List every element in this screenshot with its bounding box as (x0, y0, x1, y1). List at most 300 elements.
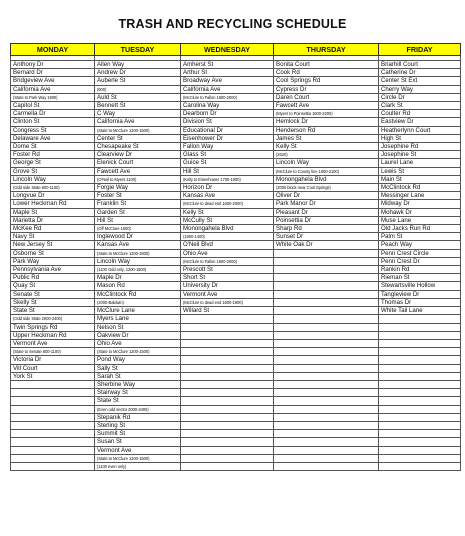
table-row (11, 134, 461, 142)
street-cell-friday (379, 331, 461, 339)
street-cell-wednesday: Vermont Ave (181, 290, 274, 298)
street-cell-monday: (Odd side State 2000-2400) (11, 315, 95, 323)
street-cell-friday: Rankin Rd (379, 266, 461, 274)
street-cell-wednesday: Division St (181, 118, 274, 126)
street-cell-tuesday: McClintock Rd (95, 290, 181, 298)
street-cell-thursday (274, 454, 379, 462)
street-cell-monday: Upper Heckman Rd (11, 331, 95, 339)
street-cell-tuesday: Garden St (95, 208, 181, 216)
street-cell-friday: Messinger Lane (379, 192, 461, 200)
street-cell-tuesday: McClure Lane (95, 307, 181, 315)
street-cell-thursday (274, 405, 379, 413)
street-cell-friday: Josephine St (379, 151, 461, 159)
street-cell-wednesday (181, 438, 274, 446)
street-cell-monday: Maple St (11, 208, 95, 216)
street-cell-thursday: Sharp Rd (274, 225, 379, 233)
street-cell-thursday: (2000 block near Cool Springs) (274, 184, 379, 192)
street-cell-monday: Bridgeview Ave (11, 77, 95, 85)
street-cell-thursday (274, 364, 379, 372)
street-cell-monday (11, 421, 95, 429)
street-cell-monday: Pennsylvania Ave (11, 266, 95, 274)
street-cell-wednesday (181, 315, 274, 323)
street-cell-friday: Penn Crest Circle (379, 249, 461, 257)
street-cell-monday: Navy St (11, 233, 95, 241)
street-cell-wednesday: Prescott St (181, 266, 274, 274)
street-cell-thursday: Oliver Dr (274, 192, 379, 200)
table-row (11, 348, 461, 356)
street-cell-tuesday: (State to McClure 1200-1500) (95, 454, 181, 462)
street-cell-wednesday: University Dr (181, 282, 274, 290)
street-cell-tuesday: Susan St (95, 438, 181, 446)
schedule-table (10, 43, 461, 471)
street-cell-wednesday (181, 462, 274, 470)
street-cell-tuesday: Vermont Ave (95, 446, 181, 454)
street-cell-thursday: Fawcett Ave (274, 102, 379, 110)
street-cell-monday: New Jersey St (11, 241, 95, 249)
street-cell-tuesday: (State to McClure 1200-1500) (95, 348, 181, 356)
table-row (11, 249, 461, 257)
street-cell-wednesday (181, 413, 274, 421)
street-cell-monday: Vill Court (11, 364, 95, 372)
street-cell-tuesday: Maple Dr (95, 274, 181, 282)
street-cell-thursday: Lincoln Way (274, 159, 379, 167)
table-row (11, 315, 461, 323)
street-cell-friday: Rieman St (379, 274, 461, 282)
street-cell-friday: Coulter Rd (379, 110, 461, 118)
street-cell-friday: Eastview Dr (379, 118, 461, 126)
street-cell-tuesday: Myers Lane (95, 315, 181, 323)
street-cell-wednesday (181, 446, 274, 454)
street-cell-thursday (274, 462, 379, 470)
street-cell-monday: Park Way (11, 257, 95, 265)
day-header-friday: FRIDAY (379, 44, 461, 56)
street-cell-tuesday: Inglewood Dr (95, 233, 181, 241)
street-cell-monday: Bernard Dr (11, 69, 95, 77)
street-cell-thursday: Sunset Dr (274, 233, 379, 241)
street-cell-monday: Twin Springs Rd (11, 323, 95, 331)
table-row (11, 307, 461, 315)
street-cell-monday: Public Rd (11, 274, 95, 282)
street-cell-monday: Delaware Ave (11, 134, 95, 142)
street-cell-friday (379, 315, 461, 323)
street-cell-monday: State St (11, 307, 95, 315)
street-cell-tuesday: Oakview Dr (95, 331, 181, 339)
street-cell-tuesday: Allen Way (95, 61, 181, 69)
street-cell-monday (11, 380, 95, 388)
street-cell-wednesday: (McClure to Fallon 1600-2000) (181, 93, 274, 101)
street-cell-thursday (274, 348, 379, 356)
street-cell-tuesday: (O'Neil to Myers 1100) (95, 175, 181, 183)
table-row (11, 364, 461, 372)
street-cell-tuesday: Clearview Dr (95, 151, 181, 159)
street-cell-tuesday: Franklin St (95, 200, 181, 208)
street-cell-friday: Heatherlynn Court (379, 126, 461, 134)
street-cell-monday: California Ave (11, 85, 95, 93)
table-row (11, 192, 461, 200)
street-cell-wednesday (181, 348, 274, 356)
table-row (11, 413, 461, 421)
street-cell-tuesday: Hill St (95, 216, 181, 224)
street-cell-friday (379, 413, 461, 421)
table-row (11, 339, 461, 347)
street-cell-monday: (State to Senate 800-1100) (11, 348, 95, 356)
table-row (11, 438, 461, 446)
street-cell-monday: Senate St (11, 290, 95, 298)
street-cell-tuesday: California Ave (95, 118, 181, 126)
street-cell-friday (379, 454, 461, 462)
street-cell-wednesday: Dearborn Dr (181, 110, 274, 118)
street-cell-thursday: Cook Rd (274, 69, 379, 77)
street-cell-wednesday (181, 372, 274, 380)
street-cell-friday (379, 323, 461, 331)
street-cell-tuesday: Nelson St (95, 323, 181, 331)
street-cell-monday: Lower Heckman Rd (11, 200, 95, 208)
table-row (11, 85, 461, 93)
street-cell-friday: Peach Way (379, 241, 461, 249)
street-cell-friday: Cherry Way (379, 85, 461, 93)
street-cell-thursday: Pleasant Dr (274, 208, 379, 216)
street-cell-tuesday: Lincoln Way (95, 257, 181, 265)
street-cell-tuesday: (Even odd sector 2000-2400) (95, 405, 181, 413)
street-cell-friday: Muse Lane (379, 216, 461, 224)
street-cell-thursday (274, 274, 379, 282)
street-cell-thursday: Daren Court (274, 93, 379, 101)
street-cell-thursday (274, 266, 379, 274)
table-row (11, 421, 461, 429)
street-cell-thursday: White Oak Dr (274, 241, 379, 249)
street-cell-thursday: Henderson Rd (274, 126, 379, 134)
table-row (11, 225, 461, 233)
street-cell-tuesday: Bennett St (95, 102, 181, 110)
street-cell-thursday: Kelly St (274, 143, 379, 151)
street-cell-monday: York St (11, 372, 95, 380)
street-cell-friday (379, 438, 461, 446)
street-cell-monday (11, 389, 95, 397)
street-cell-monday: Quay St (11, 282, 95, 290)
table-row (11, 298, 461, 306)
street-cell-tuesday: Sterling St (95, 421, 181, 429)
table-row (11, 356, 461, 364)
day-header-wednesday: WEDNESDAY (181, 44, 274, 56)
street-cell-friday: Stewartsville Hollow (379, 282, 461, 290)
street-cell-friday (379, 430, 461, 438)
table-row (11, 405, 461, 413)
page-title: TRASH AND RECYCLING SCHEDULE (118, 17, 347, 31)
street-cell-wednesday (181, 397, 274, 405)
table-row (11, 266, 461, 274)
street-cell-tuesday: Elenick Court (95, 159, 181, 167)
street-cell-tuesday: Auld St (95, 93, 181, 101)
street-cell-friday (379, 380, 461, 388)
street-cell-friday: Tangleview Dr (379, 290, 461, 298)
street-cell-monday (11, 446, 95, 454)
street-cell-wednesday: California Ave (181, 85, 274, 93)
street-cell-thursday (274, 446, 379, 454)
street-cell-friday (379, 421, 461, 429)
street-cell-wednesday: Ohio Ave (181, 249, 274, 257)
street-cell-friday (379, 389, 461, 397)
street-cell-friday: Briarhill Court (379, 61, 461, 69)
street-cell-friday: White Tail Lane (379, 307, 461, 315)
table-row (11, 257, 461, 265)
street-cell-monday: Skelly St (11, 298, 95, 306)
table-row (11, 126, 461, 134)
street-cell-friday: Laurel Lane (379, 159, 461, 167)
street-cell-friday: Palm St (379, 233, 461, 241)
day-header-monday: MONDAY (11, 44, 95, 56)
street-cell-friday (379, 405, 461, 413)
street-cell-tuesday: (900) (95, 85, 181, 93)
street-cell-wednesday: (McClure to dead end 1600-1900) (181, 298, 274, 306)
street-cell-thursday: Park Manor Dr (274, 200, 379, 208)
street-cell-thursday (274, 290, 379, 298)
street-cell-thursday (274, 430, 379, 438)
street-cell-monday: Osborne St (11, 249, 95, 257)
street-cell-thursday: (Myers to Poinsettia 1600-2200) (274, 110, 379, 118)
street-cell-thursday (274, 413, 379, 421)
table-row (11, 143, 461, 151)
street-cell-friday (379, 339, 461, 347)
street-cell-wednesday: Fallon Way (181, 143, 274, 151)
table-row (11, 175, 461, 183)
street-cell-tuesday: Fawcett Ave (95, 167, 181, 175)
street-cell-monday: Congress St (11, 126, 95, 134)
street-cell-thursday: (McClure to County line 1600-2100) (274, 167, 379, 175)
street-cell-friday: Old Jacks Run Rd (379, 225, 461, 233)
street-cell-wednesday: Horizon Dr (181, 184, 274, 192)
street-cell-wednesday (181, 356, 274, 364)
street-cell-monday (11, 454, 95, 462)
street-cell-wednesday (181, 430, 274, 438)
table-row (11, 200, 461, 208)
street-cell-tuesday: Summit St (95, 430, 181, 438)
table-row (11, 159, 461, 167)
street-cell-thursday: Hemlock Dr (274, 118, 379, 126)
street-cell-friday: Penn Crest Dr (379, 257, 461, 265)
street-cell-thursday (274, 249, 379, 257)
street-cell-wednesday (181, 331, 274, 339)
street-cell-monday: Victoria Dr (11, 356, 95, 364)
table-row (11, 233, 461, 241)
street-cell-monday (11, 405, 95, 413)
street-cell-tuesday: Kansas Ave (95, 241, 181, 249)
street-cell-thursday: James St (274, 134, 379, 142)
street-cell-thursday (274, 323, 379, 331)
street-cell-wednesday (181, 380, 274, 388)
street-cell-wednesday: McCully St (181, 216, 274, 224)
table-row (11, 110, 461, 118)
table-row (11, 241, 461, 249)
street-cell-tuesday: (State to McClure 1200-1500) (95, 126, 181, 134)
street-cell-thursday (274, 331, 379, 339)
table-row (11, 380, 461, 388)
table-row (11, 216, 461, 224)
street-cell-tuesday: Andrew Dr (95, 69, 181, 77)
street-cell-thursday (274, 307, 379, 315)
street-cell-tuesday: Sarah St (95, 372, 181, 380)
street-cell-thursday (274, 282, 379, 290)
street-cell-wednesday (181, 421, 274, 429)
street-cell-monday: Foster Rd (11, 151, 95, 159)
table-row (11, 430, 461, 438)
street-cell-monday: Marietta Dr (11, 216, 95, 224)
table-row (11, 290, 461, 298)
street-cell-tuesday: Stairway St (95, 389, 181, 397)
street-cell-thursday: Cool Springs Rd (274, 77, 379, 85)
table-row (11, 274, 461, 282)
street-cell-wednesday (181, 405, 274, 413)
street-cell-friday: Center St Ext (379, 77, 461, 85)
street-cell-friday (379, 462, 461, 470)
street-cell-friday: Catherine Dr (379, 69, 461, 77)
table-row (11, 454, 461, 462)
street-cell-monday (11, 462, 95, 470)
street-cell-monday (11, 438, 95, 446)
street-cell-tuesday: Pond Way (95, 356, 181, 364)
street-cell-monday: Longvue Dr (11, 192, 95, 200)
street-cell-friday: Lewis St (379, 167, 461, 175)
street-cell-wednesday: Broadway Ave (181, 77, 274, 85)
street-cell-monday: Anthony Dr (11, 61, 95, 69)
street-cell-wednesday (181, 364, 274, 372)
street-cell-monday: Vermont Ave (11, 339, 95, 347)
street-cell-monday (11, 413, 95, 421)
table-row (11, 282, 461, 290)
street-cell-thursday (274, 315, 379, 323)
street-cell-friday: Mohawk Dr (379, 208, 461, 216)
street-cell-wednesday (181, 454, 274, 462)
street-cell-tuesday: Center St (95, 134, 181, 142)
street-cell-wednesday: Amherst St (181, 61, 274, 69)
street-cell-wednesday: Eisenhower Dr (181, 134, 274, 142)
table-row (11, 323, 461, 331)
street-cell-friday (379, 372, 461, 380)
street-cell-wednesday: Educational Dr (181, 126, 274, 134)
table-row (11, 389, 461, 397)
table-row (11, 397, 461, 405)
street-cell-thursday: Monongahela Blvd (274, 175, 379, 183)
table-row (11, 77, 461, 85)
street-cell-tuesday: Chesapeake St (95, 143, 181, 151)
street-cell-tuesday: (1100 Odd only, 1200-1500) (95, 266, 181, 274)
table-row (11, 331, 461, 339)
table-row (11, 208, 461, 216)
street-cell-tuesday: (1100 even only) (95, 462, 181, 470)
street-cell-wednesday: Guice St (181, 159, 274, 167)
street-cell-wednesday: (McClure to Fallon 1600-2000) (181, 257, 274, 265)
table-row (11, 102, 461, 110)
street-cell-wednesday: Carolina Way (181, 102, 274, 110)
street-cell-monday: Carmella Dr (11, 110, 95, 118)
table-row (11, 61, 461, 69)
street-cell-tuesday: State St (95, 397, 181, 405)
street-cell-tuesday: Sherbine Way (95, 380, 181, 388)
street-cell-friday (379, 446, 461, 454)
street-cell-monday: Lincoln Way (11, 175, 95, 183)
street-cell-thursday (274, 257, 379, 265)
table-row (11, 372, 461, 380)
street-cell-wednesday: O'Neil Blvd (181, 241, 274, 249)
street-cell-thursday (274, 397, 379, 405)
street-cell-friday: Midway Dr (379, 200, 461, 208)
table-row (11, 118, 461, 126)
table-row (11, 446, 461, 454)
street-cell-wednesday (181, 323, 274, 331)
street-cell-monday (11, 430, 95, 438)
street-cell-tuesday: Auberle St (95, 77, 181, 85)
street-cell-tuesday: Sally St (95, 364, 181, 372)
street-cell-wednesday: Willard St (181, 307, 274, 315)
table-row (11, 462, 461, 470)
street-cell-wednesday: Arthur St (181, 69, 274, 77)
street-cell-tuesday: Mason Rd (95, 282, 181, 290)
street-cell-friday: Circle Dr (379, 93, 461, 101)
street-cell-tuesday: Stepanik Rd (95, 413, 181, 421)
street-cell-friday (379, 356, 461, 364)
street-cell-tuesday: Forgie Way (95, 184, 181, 192)
street-cell-wednesday (181, 339, 274, 347)
street-cell-thursday (274, 356, 379, 364)
street-cell-wednesday: Kansas Ave (181, 192, 274, 200)
street-cell-thursday (274, 380, 379, 388)
street-cell-friday (379, 364, 461, 372)
street-cell-thursday (274, 298, 379, 306)
table-row (11, 69, 461, 77)
table-row (11, 184, 461, 192)
day-header-thursday: THURSDAY (274, 44, 379, 56)
street-cell-monday: (State to Park Way 1900) (11, 93, 95, 101)
street-cell-monday: George St (11, 159, 95, 167)
street-cell-tuesday: Ohio Ave (95, 339, 181, 347)
street-cell-wednesday: Hill St (181, 167, 274, 175)
street-cell-wednesday: (Kelly to Eisenhower 1700-1900) (181, 175, 274, 183)
street-cell-tuesday: Foster St (95, 192, 181, 200)
header-row (11, 44, 461, 56)
table-row (11, 167, 461, 175)
street-cell-monday: Dome St (11, 143, 95, 151)
street-cell-monday: (Odd side State 800-1100) (11, 184, 95, 192)
street-cell-thursday (274, 372, 379, 380)
street-cell-wednesday (181, 389, 274, 397)
street-cell-tuesday: C Way (95, 110, 181, 118)
street-cell-wednesday: Kelly St (181, 208, 274, 216)
street-cell-tuesday: (State to McClure 1200-1800) (95, 249, 181, 257)
table-row (11, 151, 461, 159)
street-cell-friday: Josephine Rd (379, 143, 461, 151)
street-cell-friday: Thomas Dr (379, 298, 461, 306)
street-cell-wednesday: (1900-1400) (181, 233, 274, 241)
street-cell-friday: High St (379, 134, 461, 142)
street-cell-thursday: Bonita Court (274, 61, 379, 69)
street-cell-wednesday: Short St (181, 274, 274, 282)
street-cell-monday (11, 397, 95, 405)
street-cell-tuesday: (Off McClure 1600) (95, 225, 181, 233)
street-cell-wednesday: Glass St (181, 151, 274, 159)
street-cell-wednesday: (McClure to dead end 1600-2000) (181, 200, 274, 208)
street-cell-thursday (274, 389, 379, 397)
street-cell-thursday: Poinsettia Dr (274, 216, 379, 224)
street-cell-monday: Grove St (11, 167, 95, 175)
street-cell-thursday (274, 339, 379, 347)
street-cell-monday: Clinton St (11, 118, 95, 126)
street-cell-friday: McClintock Rd (379, 184, 461, 192)
street-cell-wednesday: Monongahela Blvd (181, 225, 274, 233)
street-cell-friday: Clark St (379, 102, 461, 110)
street-cell-thursday: Cypress Dr (274, 85, 379, 93)
street-cell-thursday: (2620) (274, 151, 379, 159)
street-cell-thursday (274, 438, 379, 446)
street-cell-thursday (274, 421, 379, 429)
